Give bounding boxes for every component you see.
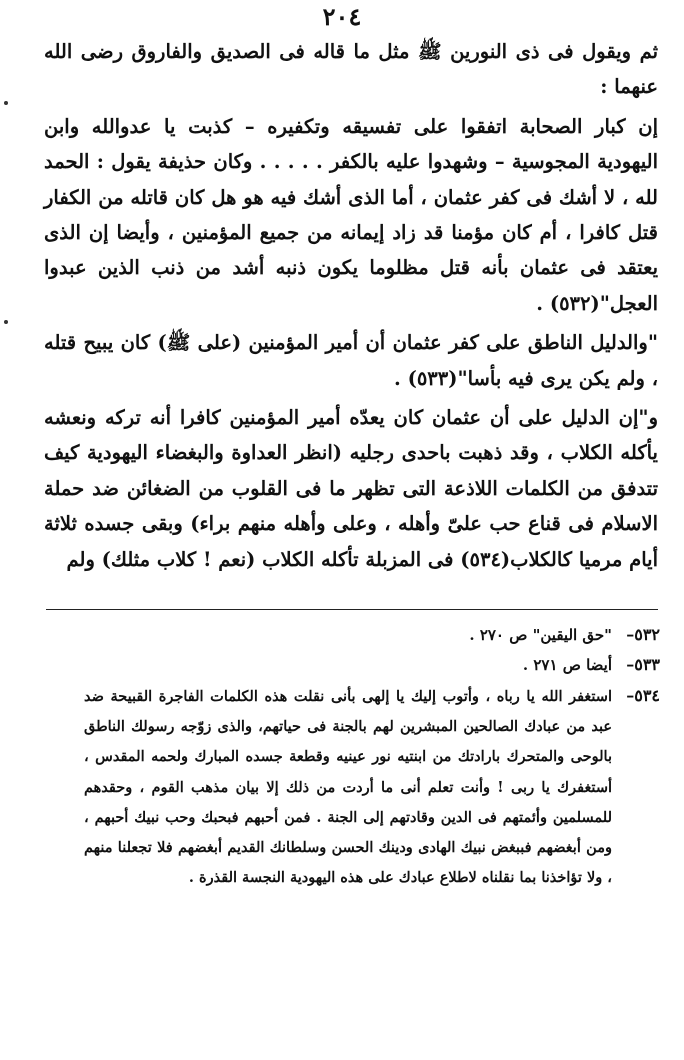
- paragraph-corpse: و"إن الدليل على أن عثمان كان يعدّه أمير المؤمنين كافرا أنه تركه ونعشه يأكله الكلاب ، وقد ذهبت باحدى رجليه (انظر العداوة والبغضاء اليهودية كيف تتدفق من الكلمات اللاذعة التى تظهر ما فى القلوب من الضغائن ضد حملة الاسلام فى قناع حب علىّ وأهله ، وعلى وأهله منهم براء) وبقى جسده ثلاثة أيام مرميا كالكلاب(٥٣٤) فى المزبلة تأكله الكلاب (نعم ! كلاب مثلك) ولم: [44, 406, 658, 571]
- margin-mark: [4, 101, 8, 105]
- paragraph-hudhayfa-quote: إن كبار الصحابة اتفقوا على تفسيقه وتكفيره – كذبت يا عدوالله وابن اليهودية المجوسية – وشهدوا عليه بالكفر . . . . . وكان حذيفة يقول : الحمد لله ، لا أشك فى كفر عثمان ، أما الذى أشك فيه هو هل كان قاتله من الكفار قتل كافرا ، أم كان مؤمنا قد زاد إيمانه من جميع المؤمنين ، وأيضا إن الذى يعتقد فى عثمان بأنه قتل مظلوما يكون ذنبه أشد من ذنب الذين عبدوا العجل"(٥٣٢) .: [44, 114, 658, 315]
- footnote-text: "حق اليقين" ص ٢٧٠ .: [469, 626, 612, 644]
- main-text: [44, 34, 658, 577]
- page-number: ٢٠٤: [322, 2, 362, 31]
- footnotes-section: [44, 620, 660, 893]
- footnote-number: ٥٣٣–: [626, 655, 660, 674]
- footnote-item: [44, 650, 660, 680]
- paragraph-evidence: "والدليل الناطق على كفر عثمان أن أمير المؤمنين (على ﷺ) كان يبيح قتله ، ولم يكن يرى فيه بأسا"(٥٣٣) .: [44, 331, 658, 390]
- margin-mark: [4, 320, 8, 324]
- footnote-number: ٥٣٤–: [626, 686, 660, 705]
- footnote-text: استغفر الله يا رباه ، وأتوب إليك يا إلهى بأنى نقلت هذه الكلمات الفاجرة القبيحة ضد عبد من عبادك الصالحين المبشرين لهم بالجنة فى حياتهم، والذى زوّجه رسولك الناطق بالوحى والمتحرك بارادتك من ابنتيه نور عينيه وقطعة جسده المبارك ولحمه المقدس ، أستغفرك يا ربى ! وأنت تعلم أنى ما أردت من ذلك إلا بيان مذهب القوم ، وحقدهم للمسلمين وأئمتهم فى الدين وقادتهم إلى الجنة . فمن أحبهم فبحبك وحب نبيك أحبهم ، ومن أبغضهم فببغض نبيك الهادى ودينك الحسن وسلطانك القديم أبغضهم فلا تجعلنا منهم ، ولا تؤاخذنا بما نقلناه لاطلاع عبادك على هذه اليهودية النجسة القذرة .: [84, 688, 612, 887]
- paragraph-intro: ثم ويقول فى ذى النورين ﷺ مثل ما قاله فى الصديق والفاروق رضى الله عنهما :: [44, 40, 658, 99]
- footnote-divider: [46, 609, 658, 610]
- footnote-number: ٥٣٢–: [626, 625, 660, 644]
- footnote-item: [44, 682, 660, 893]
- footnote-item: [44, 620, 660, 650]
- footnote-text: أيضا ص ٢٧١ .: [522, 656, 612, 674]
